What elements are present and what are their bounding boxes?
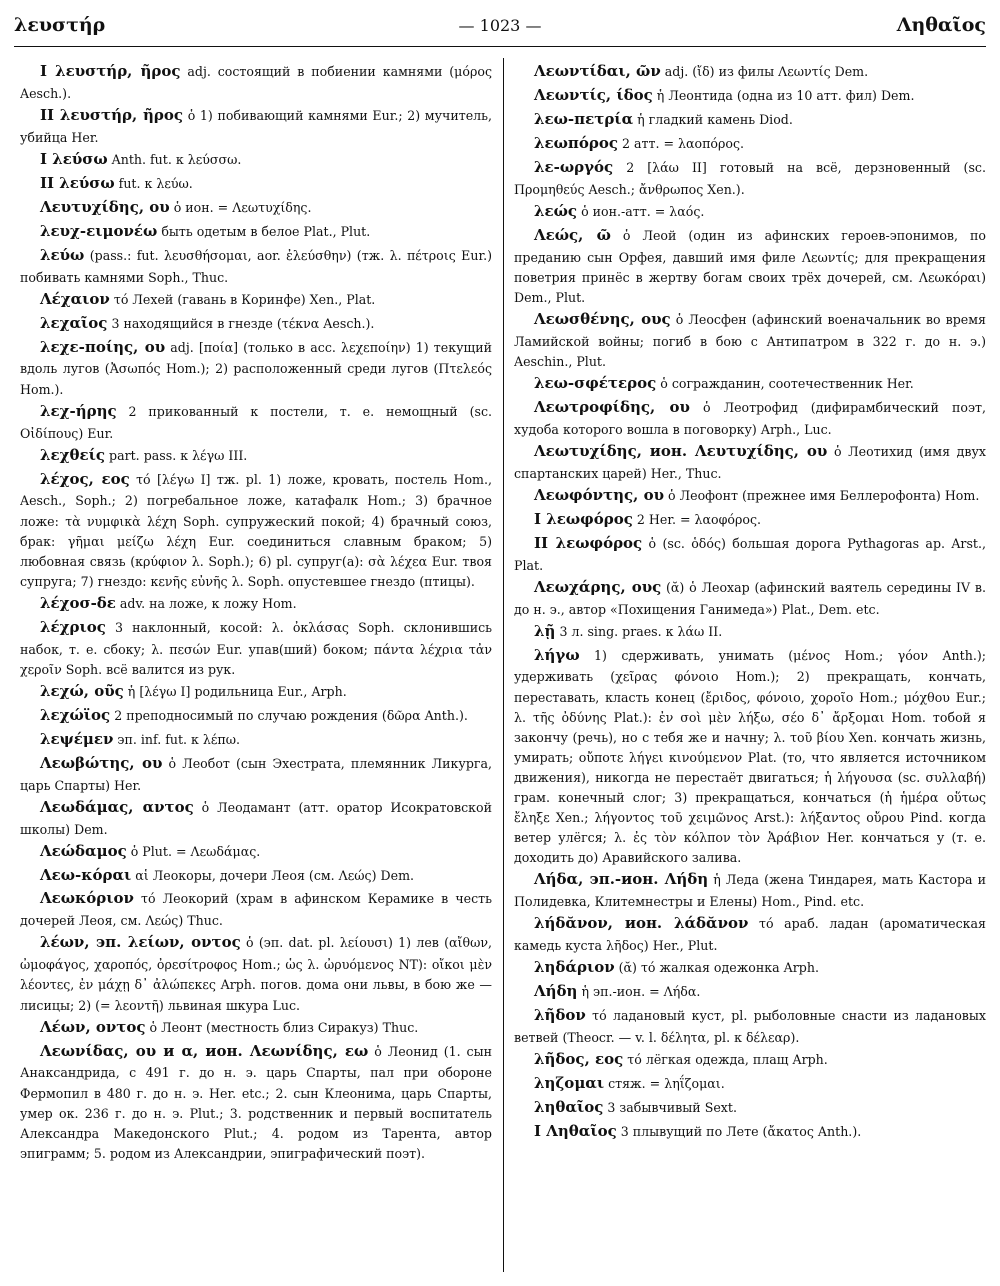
entry-definition: ἡ [λέγω I] родильница Eur., Arph. — [123, 683, 347, 699]
entry-definition: ὁ ион. = Λεωτυχίδης. — [169, 199, 312, 215]
entry-definition: adj. состоящий в побиении камнями (μόρος Aesch.). — [20, 64, 492, 101]
entry-headword: ληζομαι — [534, 1074, 605, 1092]
entry-definition: τό Лехей (гавань в Коринфе) Xen., Plat. — [109, 291, 376, 307]
entry-headword: Λεωσθένης, ους — [534, 309, 671, 328]
entry-headword: λεχθείς — [40, 445, 106, 464]
entry-definition: adv. на ложе, к ложу Hom. — [115, 595, 297, 611]
entry-headword: λεύω — [40, 245, 85, 264]
entry-headword: λεχαῖος — [40, 313, 108, 332]
entry-headword: Λεωδάμας, αντος — [40, 797, 194, 816]
entry-headword: ληθαῖος — [534, 1097, 604, 1116]
dictionary-entry — [514, 980, 986, 1004]
dictionary-entry — [514, 912, 986, 956]
entry-definition: быть одетым в белое Plat., Plut. — [157, 223, 371, 239]
entry-headword: Λήδα, эп.-ион. Λήδη — [534, 870, 709, 889]
entry-definition: 2 Her. = λαοφόρος. — [632, 511, 762, 527]
dictionary-entry — [514, 440, 986, 484]
entry-definition: ὁ Plut. = Λεωδάμας. — [126, 843, 261, 859]
entry-definition: ὁ Леобот (сын Эхестрата, племянник Ликурга, царь Спарты) Her. — [20, 755, 492, 793]
entry-definition: ὁ 1) побивающий камнями Eur.; 2) мучитель, убийца Her. — [20, 108, 492, 145]
entry-definition: part. pass. к λέγω III. — [105, 447, 248, 463]
entry-definition: ὁ Леодамант (атт. оратор Исократовской школы) Dem. — [20, 799, 492, 837]
entry-headword: λεωπόρος — [534, 133, 619, 152]
entry-definition: 2 прикованный к постели, т. е. немощный (sc. Οἰδίπους) Eur. — [20, 403, 492, 441]
entry-definition: 3 находящийся в гнезде (τέκνα Aesch.). — [107, 315, 375, 331]
entry-definition: 3 забывчивый Sext. — [603, 1099, 737, 1115]
dictionary-entry — [20, 220, 492, 244]
entry-definition: (ᾰ) ὁ Леохар (афинский ваятель середины IV в. до н. э., автор «Похищения Ганимеда») Plat., Dem. etc. — [514, 579, 986, 617]
dictionary-entry — [514, 1072, 986, 1096]
entry-headword: Λεωτυχίδης, ион. Λευτυχίδης, ου — [534, 441, 828, 460]
entry-headword: λέχριος — [40, 617, 106, 636]
dictionary-entry — [20, 796, 492, 840]
entry-definition: ἡ эп.-ион. = Λήδα. — [577, 984, 701, 1000]
entry-headword: λέων, эп. λείων, οντος — [40, 933, 241, 952]
entry-headword: I λεωφόρος — [534, 509, 633, 528]
dictionary-entry — [514, 508, 986, 532]
dictionary-entry — [20, 840, 492, 864]
entry-headword: I λεύσω — [40, 150, 108, 168]
entry-definition: adj. (ἴδ) из филы Λεωντίς Dem. — [660, 64, 869, 79]
dictionary-entry — [20, 336, 492, 400]
dictionary-entry — [20, 704, 492, 728]
dictionary-entry — [514, 396, 986, 440]
entry-headword: Λέχαιον — [40, 289, 110, 308]
entry-headword: λε-ωργός — [534, 157, 614, 176]
entry-headword: λεω-σφέτερος — [534, 373, 657, 392]
entry-headword: I Ληθαῖος — [534, 1121, 617, 1140]
dictionary-entry — [20, 104, 492, 148]
dictionary-entry — [514, 60, 986, 84]
dictionary-entry — [20, 312, 492, 336]
dictionary-entry — [20, 616, 492, 680]
entry-definition: ὁ (эп. dat. pl. λείουσι) 1) лев (αἴθων, ὠμοφάγος, χαροπός, ὀρεσίτροφος Hom.; ὡς λ. ὠρυόμενος NT): οἴκοι μὲν λέοντες, ἐν μάχῃ δ᾽ ἀλώπεκες Arph. погов. дома они львы, в бою же — лисицы; 2) (= λεοντῆ) львиная шкура Luc. — [20, 935, 492, 1013]
entry-definition: 2 [λάω II] готовый на всё, дерзновенный (sc. Προμηθεύς Aesch.; ἄνθρωπος Xen.). — [514, 159, 986, 197]
dictionary-entry — [514, 224, 986, 308]
dictionary-entry — [20, 752, 492, 796]
dictionary-entry — [514, 84, 986, 108]
entry-headword: Λευτυχίδης, ου — [40, 197, 170, 216]
dictionary-entry — [514, 1120, 986, 1144]
entry-headword: λέχος, εος — [40, 469, 130, 488]
entry-headword: Λήδη — [534, 982, 578, 1001]
header-rule — [14, 46, 986, 47]
dictionary-entry — [20, 1016, 492, 1040]
entry-definition: 1) сдерживать, унимать (μένος Hom.; γόον Anth.); удерживать (χεῖρας φόνοιο Hom.); 2) прекращать, кончать, переставать, класть конец (ἔριδος, φόνοιο, χοροῖο Hom.; μόχθου Eur.; λ. τῆς ὀδύνης Plat.): ἐν σοὶ μὲν λήξω, σέο δ᾽ ἄρξομαι Hom. тобой я закончу (речь), но с тебя же и начну; λ. τοῦ βίου Xen. кончать жизнь, умирать; οὔποτε λήγει κινούμενον Plat. (то, что является источником движения), никогда не перестаёт двигаться; ἡ λήγουσα (sc. συλλαβή) грам. конечный слог; 3) прекращаться, кончаться (ἡ ἡμέρα οὕτως ἔληξε Xen.; λήγοντος τοῦ χειμῶνος Arst.): λήξαντος οὔρου Pind. когда ветер улёгся; λ. ἐς τὸν κόλπον τὸν Ἀράβιον Her. кончаться у (т. е. доходить до) Аравийского залива. — [514, 647, 986, 866]
dictionary-entry — [20, 728, 492, 752]
entry-definition: τό араб. ладан (ароматическая камедь куста λῆδος) Her., Plut. — [514, 916, 986, 954]
page-number: — 1023 — — [458, 16, 542, 35]
entry-definition: τό лёгкая одежда, плащ Arph. — [623, 1052, 828, 1068]
entry-headword: Λεωνίδας, ου и α, ион. Λεωνίδης, εω — [40, 1041, 369, 1060]
entry-headword: λῇ — [534, 621, 556, 640]
entry-definition: ὁ Леонид (1. сын Анаксандрида, с 491 г. до н. э. царь Спарты, пал при обороне Фермопил в 480 г. до н. э. Her. etc.; 2. сын Клеонима, царь Спарты, умер ок. 236 г. до н. э. Plut.; 3. родственник и первый воспитатель Александра Македонского Plut.; 4. родом из Тарента, автор эпиграмм; 5. родом из Александрии, эпиграфический поэт). — [20, 1043, 492, 1161]
entry-headword: II λεύσω — [40, 173, 115, 192]
dictionary-entry — [20, 680, 492, 704]
header-first-word: λευστήρ — [14, 14, 106, 36]
dictionary-entry — [514, 644, 986, 869]
entry-definition: ἡ гладкий камень Diod. — [633, 111, 793, 127]
dictionary-entry — [514, 308, 986, 372]
entry-headword: Λεωντίδαι, ῶν — [534, 62, 661, 80]
entry-definition: τό [λέγω I] тж. pl. 1) ложе, кровать, постель Hom., Aesch., Soph.; 2) погребальное ложе, катафалк Hom.; 3) брачное ложе: τὰ νυμφικὰ λέχη Soph. супружеский покой; 4) брачный союз, брак: γῆμαι μείζω λέχη Eur. соединиться славным браком; 5) любовная связь (κρύφιον λ. Soph.); 6) pl. супруг(а): σὰ λέχεα Eur. твоя супруга; 7) гнездо: κενῆς εὐνῆς λ. Soph. опустевшее гнездо (птицы). — [20, 471, 492, 589]
entry-definition: 3 л. sing. praes. к λάω II. — [555, 623, 723, 639]
dictionary-entry — [514, 132, 986, 156]
entry-definition: Anth. fut. к λεύσσω. — [107, 152, 242, 167]
entry-definition: ὁ Леофонт (прежнее имя Беллерофонта) Hom. — [664, 487, 980, 503]
entry-definition: ὁ (sc. ὁδός) большая дорога Pythagoras ap. Arst., Plat. — [514, 535, 986, 573]
entry-headword: λήγω — [534, 645, 580, 664]
entry-headword: λεω-πετρία — [534, 109, 634, 128]
entry-headword: λέχοσ-δε — [40, 593, 116, 612]
entry-headword: λεχώϊος — [40, 705, 111, 724]
entry-definition: 3 плывущий по Лете (ἄκατος Anth.). — [616, 1123, 862, 1139]
entry-headword: Λεωβώτης, ου — [40, 753, 163, 772]
page-header — [14, 14, 986, 44]
dictionary-entry — [514, 576, 986, 620]
entry-definition: αἱ Леокоры, дочери Леоя (см. Λεώς) Dem. — [131, 867, 415, 883]
entry-headword: II λεωφόρος — [534, 533, 643, 552]
entry-definition: adj. [ποία] (только в acc. λεχεποίην) 1) текущий вдоль лугов (Ἀσωπός Hom.); 2) расположенный среди лугов (Πτελεός Hom.). — [20, 339, 492, 397]
dictionary-entry — [514, 156, 986, 200]
entry-headword: λεχώ, οῦς — [40, 681, 124, 700]
dictionary-entry — [20, 60, 492, 104]
entry-headword: Λεωτροφίδης, ου — [534, 397, 690, 416]
entry-headword: λῆδον — [534, 1006, 586, 1025]
dictionary-entry — [514, 532, 986, 576]
dictionary-entry — [514, 484, 986, 508]
dictionary-entry — [514, 108, 986, 132]
entry-definition: стяж. = ληΐζομαι. — [604, 1076, 725, 1091]
entry-headword: λεώς — [534, 201, 578, 220]
entry-definition: ὁ Леой (один из афинских героев-эпонимов, по преданию сын Орфея, давший имя филе Λεωντίς; для прекращения поветрия принёс в жертву богам своих трёх дочерей, см. Λεωκόραι) Dem., Plut. — [514, 227, 986, 305]
entry-headword: λευχ-ειμονέω — [40, 221, 158, 240]
entry-definition: 3 наклонный, косой: λ. ὀκλάσας Soph. склонившись набок, т. е. сбоку; λ. πεσών Eur. упав(ший) боком; πάντα λέχρια τἀν χεροῖν Soph. всё валится из рук. — [20, 619, 492, 677]
dictionary-entry — [514, 1004, 986, 1048]
entry-headword: λεχε-ποίης, ου — [40, 337, 166, 356]
entry-definition: 2 преподносимый по случаю рождения (δῶρα Anth.). — [110, 707, 468, 723]
entry-headword: λεχ-ήρης — [40, 401, 117, 420]
right-column — [514, 60, 986, 1272]
dictionary-entry — [20, 864, 492, 888]
entry-headword: λῆδος, εος — [534, 1050, 624, 1069]
entry-headword: λήδᾰνον, ион. λάδᾰνον — [534, 914, 749, 933]
entry-headword: Λεωντίς, ίδος — [534, 85, 653, 104]
dictionary-entry — [20, 444, 492, 468]
entry-headword: ληδάριον — [534, 958, 615, 977]
entry-definition: ὁ Леонт (местность близ Сиракуз) Thuc. — [145, 1019, 419, 1035]
dictionary-entry — [20, 196, 492, 220]
entry-definition: ἡ Леда (жена Тиндарея, мать Кастора и Полидевка, Клитемнестры и Елены) Hom., Pind. etc. — [514, 872, 986, 910]
dictionary-entry — [514, 620, 986, 644]
dictionary-entry — [514, 956, 986, 980]
entry-definition: ὁ согражданин, соотечественник Her. — [656, 375, 914, 391]
dictionary-entry — [20, 931, 492, 1015]
dictionary-entry — [20, 887, 492, 931]
entry-definition: ὁ Леотихид (имя двух спартанских царей) Her., Thuc. — [514, 443, 986, 481]
entry-definition: 2 атт. = λαοπόρος. — [618, 135, 745, 151]
entry-definition: эп. inf. fut. к λέπω. — [113, 731, 240, 747]
left-column — [20, 60, 492, 1272]
entry-headword: Λεώς, ῶ — [534, 225, 611, 244]
dictionary-entry — [514, 372, 986, 396]
entry-definition: τό ладановый куст, pl. рыболовные снасти из ладановых ветвей (Theocr. — v. l. δέλητα, pl. к δέλεαρ). — [514, 1008, 986, 1045]
dictionary-entry — [514, 1096, 986, 1120]
dictionary-entry — [20, 288, 492, 312]
dictionary-entry — [20, 1040, 492, 1164]
entry-definition: τό Леокорий (храм в афинском Керамике в честь дочерей Леоя, см. Λεώς) Thuc. — [20, 891, 492, 929]
entry-headword: Λεώδαμος — [40, 841, 127, 860]
entry-definition: (ᾰ) τό жалкая одежонка Arph. — [614, 960, 819, 976]
dictionary-entry — [20, 400, 492, 444]
entry-definition: (pass.: fut. λευσθήσομαι, aor. ἐλεύσθην) (тж. λ. πέτροις Eur.) побивать камнями Soph., Thuc. — [20, 247, 492, 285]
entry-headword: Λεωκόριον — [40, 889, 134, 908]
dictionary-entry — [514, 200, 986, 224]
dictionary-entry — [514, 868, 986, 912]
entry-headword: Λεω-κόραι — [40, 865, 132, 884]
header-last-word: Ληθαῖος — [896, 14, 986, 36]
entry-headword: λεψέμεν — [40, 729, 114, 748]
entry-definition: ἡ Леонтида (одна из 10 атт. фил) Dem. — [652, 87, 915, 103]
dictionary-entry — [20, 592, 492, 616]
entry-definition: ὁ ион.-атт. = λαός. — [577, 203, 705, 219]
entry-definition: ὁ Леосфен (афинский военачальник во время Ламийской войны; погиб в бою с Антипатром в 322 г. до н. э.) Aeschin., Plut. — [514, 311, 986, 369]
entry-headword: I λευστήρ, ῆρος — [40, 62, 181, 80]
dictionary-entry — [20, 172, 492, 196]
entry-headword: II λευστήρ, ῆρος — [40, 106, 184, 124]
dictionary-entry — [20, 468, 492, 592]
dictionary-entry — [514, 1048, 986, 1072]
dictionary-entry — [20, 148, 492, 172]
entry-headword: Λέων, οντος — [40, 1017, 146, 1036]
dictionary-entry — [20, 244, 492, 288]
entry-headword: Λεωφόντης, ου — [534, 485, 665, 504]
entry-definition: fut. к λεύω. — [114, 175, 193, 191]
entry-headword: Λεωχάρης, ους — [534, 577, 662, 596]
entry-definition: ὁ Леотрофид (дифирамбический поэт, худоба которого вошла в поговорку) Arph., Luc. — [514, 399, 986, 437]
column-divider — [503, 58, 504, 1272]
